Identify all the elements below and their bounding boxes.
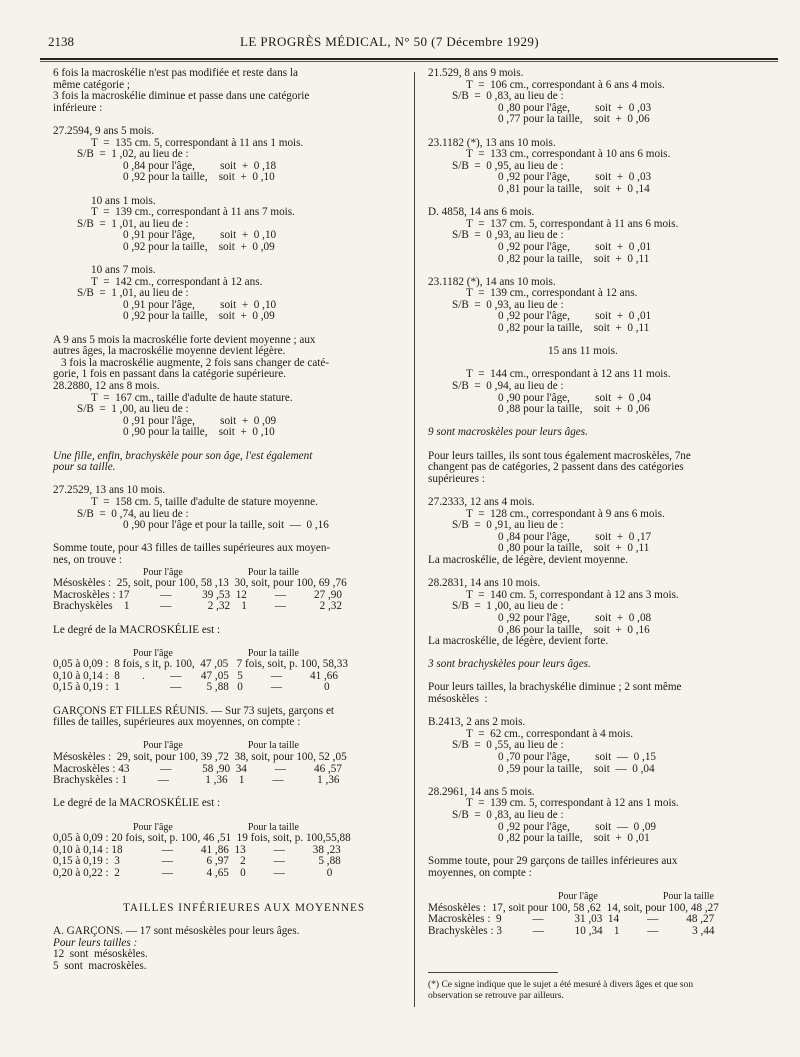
text-line: 23.1182 (*), 14 ans 10 mois. <box>428 275 556 288</box>
text-line: 0,15 à 0,19 : 1 — 5 ,88 0 — 0 <box>53 681 330 694</box>
text-line <box>53 880 403 892</box>
text-line: 0 ,92 pour l'âge, soit + 0 ,01 <box>498 310 652 323</box>
text-line: S/B = 0 ,95, au lieu de : <box>452 159 564 172</box>
text-line: 0,10 à 0,14 : 18 — 41 ,86 13 — 38 ,23 <box>53 843 341 856</box>
text-line: nes, on trouve : <box>53 553 122 566</box>
text-line: 15 ans 11 mois. <box>548 345 618 358</box>
text-line: 0 ,90 pour l'âge, soit + 0 ,04 <box>498 391 652 404</box>
text-line: 0,05 à 0,09 : 20 fois, soit, p. 100, 46 ,51 19 fois, soit, p. 100,55,88 <box>53 832 351 845</box>
text-line: 0 ,86 pour la taille, soit + 0 ,16 <box>498 623 650 636</box>
page-number: 2138 <box>48 34 74 49</box>
text-line: Pour l'âge Pour la taille <box>558 891 714 903</box>
header-rule <box>40 58 778 60</box>
text-line: Une fille, enfin, brachyskèle pour son âge, l'est également <box>53 449 313 462</box>
text-line: 0 ,90 pour la taille, soit + 0 ,10 <box>123 426 275 439</box>
text-line: Mésoskèles : 25, soit, pour 100, 58 ,13 30, soit, pour 100, 69 ,76 <box>53 577 347 590</box>
text-line <box>53 636 403 648</box>
text-line: même catégorie ; <box>53 78 131 91</box>
text-line: Pour l'âge Pour la taille <box>133 821 299 833</box>
text-line: S/B = 0 ,93, au lieu de : <box>452 229 564 242</box>
text-line: S/B = 0 ,74, au lieu de : <box>77 507 189 520</box>
text-line: 21.529, 8 ans 9 mois. <box>428 67 524 79</box>
text-line: 0 ,70 pour l'âge, soit — 0 ,15 <box>498 751 657 764</box>
text-line: 27.2529, 13 ans 10 mois. <box>53 484 166 497</box>
text-line: T = 133 cm., correspondant à 10 ans 6 mois. <box>466 148 671 161</box>
footnote-rule <box>428 972 558 973</box>
text-line: filles de tailles, supérieures aux moyennes, on compte : <box>53 716 301 729</box>
text-line <box>428 880 778 892</box>
text-line: 0 ,82 pour la taille, soit + 0 ,11 <box>498 252 650 265</box>
text-line: T = 139 cm., correspondant à 11 ans 7 mois. <box>91 206 295 219</box>
text-line <box>53 323 403 335</box>
text-line: S/B = 0 ,91, au lieu de : <box>452 519 564 532</box>
text-line: Pour l'âge Pour la taille <box>143 566 299 578</box>
text-line: 0,10 à 0,14 : 8 . — 47 ,05 5 — 41 ,66 <box>53 669 338 682</box>
text-line: Le degré de la MACROSKÉLIE est : <box>53 623 221 636</box>
text-line: 0 ,92 pour la taille, soit + 0 ,09 <box>123 240 275 253</box>
text-line: 9 sont macroskèles pour leurs âges. <box>428 426 588 439</box>
text-line: Somme toute, pour 29 garçons de tailles inférieures aux <box>428 855 678 868</box>
text-line: 0,05 à 0,09 : 8 fois, s it, p. 100, 47 ,05 7 fois, soit, p. 100, 58,33 <box>53 658 348 671</box>
text-line: S/B = 1 ,01, au lieu de : <box>77 217 189 230</box>
column-divider <box>414 72 415 1007</box>
text-line: Brachyskèles : 1 — 1 ,36 1 — 1 ,36 <box>53 774 340 787</box>
header-rule-thin <box>40 61 778 62</box>
text-line: Mésoskèles : 17, soit pour 100, 58 ,62 14, soit, pour 100, 48 ,27 <box>428 901 719 914</box>
text-line: La macroskélie, de légère, devient moyenne. <box>428 553 629 566</box>
text-line: mésoskèles : <box>428 693 488 706</box>
text-line <box>53 729 403 741</box>
text-line: 0 ,84 pour l'âge, soit + 0 ,17 <box>498 530 652 543</box>
text-line: 28.2831, 14 ans 10 mois. <box>428 577 541 590</box>
text-line: S/B = 1 ,00, au lieu de : <box>77 403 189 416</box>
text-line: 0 ,90 pour l'âge et pour la taille, soit — 0 ,16 <box>123 519 329 532</box>
text-line: 3 fois la macroskélie augmente, 2 fois sans changer de caté- <box>61 356 330 369</box>
text-line: T = 158 cm. 5, taille d'adulte de stature moyenne. <box>91 495 318 508</box>
text-line: 0 ,80 pour l'âge, soit + 0 ,03 <box>498 101 652 114</box>
text-line: S/B = 1 ,02, au lieu de : <box>77 148 189 161</box>
text-line: Brachyskèles 1 — 2 ,32 1 — 2 ,32 <box>53 600 342 613</box>
left-column <box>53 68 403 972</box>
text-line: 5 sont macroskèles. <box>53 959 147 972</box>
text-line: A. GARÇONS. — 17 sont mésoskèles pour leurs âges. <box>53 924 300 937</box>
text-line: T = 140 cm. 5, correspondant à 12 ans 3 mois. <box>466 588 679 601</box>
text-line: 0,20 à 0,22 : 2 — 4 ,65 0 — 0 <box>53 866 333 879</box>
text-line: 0 ,92 pour l'âge, soit + 0 ,01 <box>498 240 652 253</box>
text-line: S/B = 0 ,83, au lieu de : <box>452 90 564 103</box>
text-line: 0 ,92 pour la taille, soit + 0 ,09 <box>123 310 275 323</box>
text-line: T = 142 cm., correspondant à 12 ans. <box>91 275 263 288</box>
text-line: T = 106 cm., correspondant à 6 ans 4 mois. <box>466 78 665 91</box>
text-line <box>428 439 778 451</box>
text-line: Pour l'âge Pour la taille <box>133 647 299 659</box>
text-line: Pour leurs tailles, la brachyskélie diminue ; 2 sont même <box>428 681 682 694</box>
text-line: 0 ,77 pour la taille, soit + 0 ,06 <box>498 113 650 126</box>
text-line: B.2413, 2 ans 2 mois. <box>428 716 526 729</box>
text-line: 0 ,81 pour la taille, soit + 0 ,14 <box>498 182 650 195</box>
text-line: 0 ,92 pour la taille, soit + 0 ,10 <box>123 171 275 184</box>
text-line: T = 128 cm., correspondant à 9 ans 6 mois. <box>466 507 665 520</box>
text-line: 0 ,80 pour la taille, soit + 0 ,11 <box>498 542 650 555</box>
text-line: 0,15 à 0,19 : 3 — 6 ,97 2 — 5 ,88 <box>53 855 341 868</box>
text-line: 28.2961, 14 ans 5 mois. <box>428 785 535 798</box>
text-line: supérieures : <box>428 472 485 485</box>
text-line: S/B = 0 ,94, au lieu de : <box>452 380 564 393</box>
text-line: 0 ,82 pour la taille, soit + 0 ,11 <box>498 322 650 335</box>
text-line: T = 167 cm., taille d'adulte de haute stature. <box>91 391 293 404</box>
text-line: Le degré de la MACROSKÉLIE est : <box>53 797 221 810</box>
text-line: T = 137 cm. 5, correspondant à 11 ans 6 mois. <box>466 217 679 230</box>
text-line: 27.2594, 9 ans 5 mois. <box>53 124 154 137</box>
text-line <box>428 265 778 277</box>
text-line: moyennes, on compte : <box>428 866 532 879</box>
text-line: gorie, 1 fois en passant dans la catégorie supérieure. <box>53 368 286 381</box>
text-line: Somme toute, pour 43 filles de tailles supérieures aux moyen- <box>53 542 331 555</box>
right-column <box>428 68 778 938</box>
text-line: S/B = 1 ,00, au lieu de : <box>452 600 564 613</box>
text-line: 0 ,91 pour l'âge, soit + 0 ,09 <box>123 414 277 427</box>
text-line: T = 144 cm., orrespondant à 12 ans 11 mois. <box>466 368 671 381</box>
text-line: Macroskèles : 9 — 31 ,03 14 — 48 ,27 <box>428 913 715 926</box>
running-head: LE PROGRÈS MÉDICAL, N° 50 (7 Décembre 1929) <box>240 34 539 49</box>
text-line: 0 ,91 pour l'âge, soit + 0 ,10 <box>123 298 277 311</box>
text-line: Macroskèles : 43 — 58 ,90 34 — 46 ,57 <box>53 762 342 775</box>
text-line: 0 ,91 pour l'âge, soit + 0 ,10 <box>123 229 277 242</box>
text-line: TAILLES INFÉRIEURES AUX MOYENNES <box>123 901 366 914</box>
text-line: T = 135 cm. 5, correspondant à 11 ans 1 mois. <box>91 136 304 149</box>
text-line: A 9 ans 5 mois la macroskélie forte devient moyenne ; aux <box>53 333 316 346</box>
text-line: changent pas de catégories, 2 passent dans des catégories <box>428 461 684 474</box>
text-line <box>53 613 403 625</box>
text-line: 0 ,92 pour l'âge, soit + 0 ,08 <box>498 611 652 624</box>
text-line: 10 ans 1 mois. <box>91 194 156 207</box>
text-line: 0 ,82 pour la taille, soit + 0 ,01 <box>498 832 650 845</box>
text-line <box>428 126 778 138</box>
page-header <box>40 34 778 56</box>
text-line: 10 ans 7 mois. <box>91 264 156 277</box>
text-line: 0 ,88 pour la taille, soit + 0 ,06 <box>498 403 650 416</box>
text-line: 12 sont mésoskèles. <box>53 948 148 961</box>
text-line <box>53 439 403 451</box>
text-line: autres âges, la macroskélie moyenne devient légère. <box>53 345 286 358</box>
text-line: inférieure : <box>53 101 103 114</box>
text-line <box>53 891 403 903</box>
text-line: D. 4858, 14 ans 6 mois. <box>428 206 535 219</box>
text-line: 27.2333, 12 ans 4 mois. <box>428 495 535 508</box>
text-line: T = 62 cm., correspondant à 4 mois. <box>466 727 634 740</box>
text-line: T = 139 cm., correspondant à 12 ans. <box>466 287 638 300</box>
text-line <box>53 810 403 822</box>
text-line: GARÇONS ET FILLES RÉUNIS. — Sur 73 sujets, garçons et <box>53 704 335 717</box>
text-line: Mésoskèles : 29, soit, pour 100, 39 ,72 38, soit, pour 100, 52 ,05 <box>53 751 347 764</box>
text-line: La macroskélie, de légère, devient forte. <box>428 635 609 648</box>
text-line: S/B = 0 ,55, au lieu de : <box>452 739 564 752</box>
text-line: 6 fois la macroskélie n'est pas modifiée et reste dans la <box>53 67 298 79</box>
text-line: Pour l'âge Pour la taille <box>143 740 299 752</box>
text-line: Macroskèles : 17 — 39 ,53 12 — 27 ,90 <box>53 588 342 601</box>
text-line: 0 ,84 pour l'âge, soit + 0 ,18 <box>123 159 277 172</box>
text-line: Brachyskèles : 3 — 10 ,34 1 — 3 ,44 <box>428 924 715 937</box>
text-line: Pour leurs tailles, ils sont tous également macroskèles, 7ne <box>428 449 691 462</box>
text-line: S/B = 0 ,83, au lieu de : <box>452 809 564 821</box>
text-line: T = 139 cm. 5, correspondant à 12 ans 1 mois. <box>466 797 679 810</box>
text-line: 0 ,92 pour l'âge, soit + 0 ,03 <box>498 171 652 184</box>
text-line: pour sa taille. <box>53 461 116 474</box>
text-line <box>53 184 403 196</box>
text-line: 3 sont brachyskèles pour leurs âges. <box>428 658 591 671</box>
footnote: (*) Ce signe indique que le sujet a été mesuré à divers âges et que son observation se retrouve par ailleurs. <box>428 980 694 1001</box>
text-line: Pour leurs tailles : <box>53 936 138 949</box>
text-line: S/B = 0 ,93, au lieu de : <box>452 298 564 311</box>
text-line: S/B = 1 ,01, au lieu de : <box>77 287 189 300</box>
text-line: 3 fois la macroskélie diminue et passe dans une catégorie <box>53 90 310 103</box>
text-line: 0 ,59 pour la taille, soit — 0 ,04 <box>498 762 655 775</box>
text-line: 0 ,92 pour l'âge, soit — 0 ,09 <box>498 820 657 833</box>
text-line: 28.2880, 12 ans 8 mois. <box>53 380 160 393</box>
text-line <box>53 694 403 706</box>
text-line: 23.1182 (*), 13 ans 10 mois. <box>428 136 556 149</box>
